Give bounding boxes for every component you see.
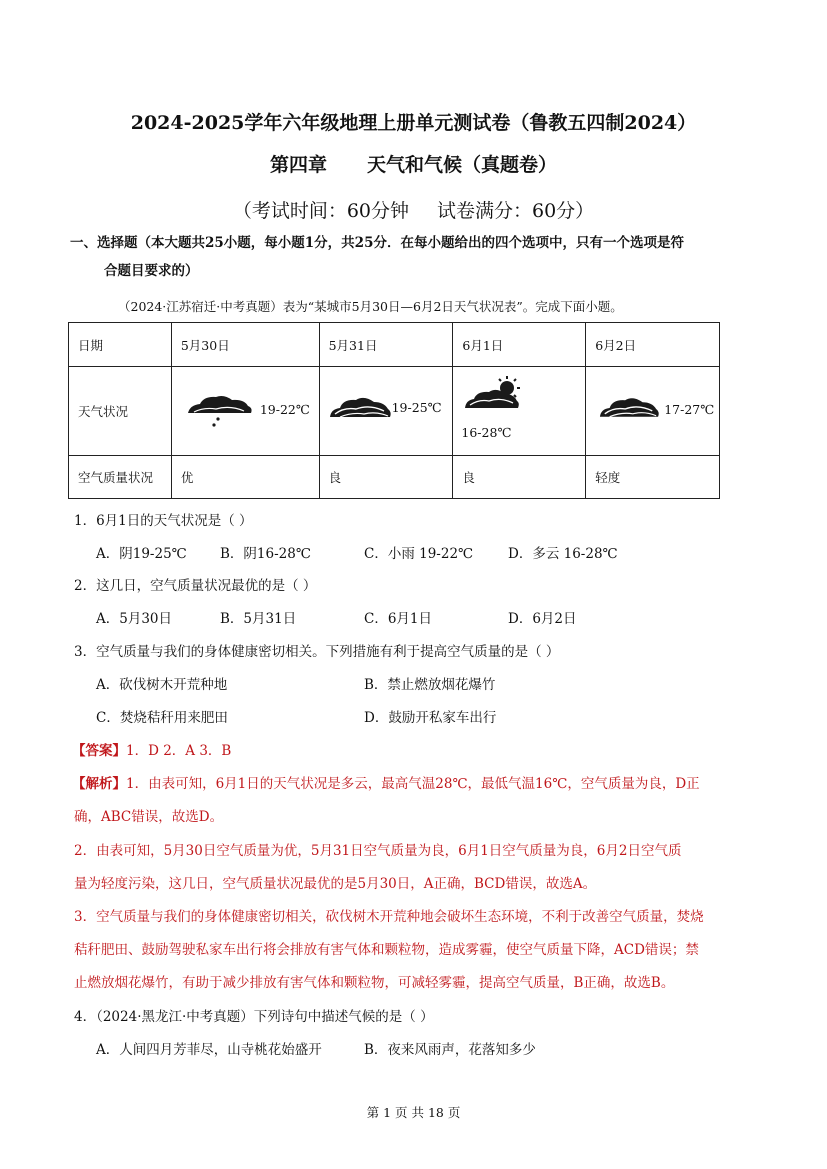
- page-footer: 第 1 页 共 18 页: [366, 1105, 461, 1120]
- chapter-heading: [0, 150, 827, 177]
- chapter-number: 第四章: [269, 154, 327, 176]
- analysis-line: [72, 772, 700, 792]
- question-3-stem: 3．空气质量与我们的身体健康密切相关。下列措施有利于提高空气质量的是（ ）: [74, 644, 560, 660]
- date-cell: 6月2日: [586, 323, 720, 367]
- question-3-option-b: B．禁止燃放烟花爆竹: [364, 677, 496, 693]
- section-heading-line1: 一、选择题（本大题共25小题，每小题1分，共25分．在每小题给出的四个选项中，只有一个选项是符: [70, 235, 684, 251]
- question-2-option-b: B．5月31日: [220, 611, 297, 627]
- question-1-option-d: D．多云 16-28℃: [508, 546, 618, 562]
- question-1-option-a: A．阴19-25℃: [96, 546, 187, 562]
- analysis-p3-l2: 秸秆肥田、鼓励驾驶私家车出行将会排放有害气体和颗粒物，造成雾霾，使空气质量下降，ACD错误；禁: [74, 942, 699, 958]
- date-cell: 6月1日: [453, 323, 586, 367]
- air-quality-cell: 良: [319, 456, 453, 499]
- answer-line: [72, 739, 231, 759]
- question-2-stem: 2．这几日，空气质量状况最优的是（ ）: [74, 578, 317, 594]
- partly-cloudy-icon: [463, 375, 525, 411]
- overcast-icon: [598, 395, 660, 421]
- question-4-option-a: A．人间四月芳菲尽，山寺桃花始盛开: [96, 1042, 322, 1058]
- temperature-text: 16-28℃: [461, 425, 512, 440]
- row-label-air: 空气质量状况: [69, 456, 172, 499]
- table-row: [69, 367, 720, 456]
- weather-table: [68, 322, 720, 499]
- temperature-text: 19-22℃: [259, 402, 310, 417]
- answer-label: 【答案】: [72, 743, 126, 759]
- question-1-stem: 1．6月1日的天气状况是（ ）: [74, 513, 253, 529]
- question-2-option-a: A．5月30日: [96, 611, 173, 627]
- analysis-p3-l1: 3．空气质量与我们的身体健康密切相关，砍伐树木开荒种地会破坏生态环境，不利于改善空气质量，焚烧: [74, 909, 704, 925]
- date-cell: 5月31日: [319, 323, 453, 367]
- question-3-option-c: C．焚烧秸秆用来肥田: [96, 710, 228, 726]
- overcast-icon: [328, 395, 392, 421]
- analysis-p1-l2: 确，ABC错误，故选D。: [74, 809, 224, 825]
- question-intro: （2024·江苏宿迁·中考真题）表为“某城市5月30日—6月2日天气状况表”。完成下面小题。: [118, 299, 623, 314]
- analysis-p2-l1: 2．由表可知，5月30日空气质量为优，5月31日空气质量为良，6月1日空气质量为良，6月2日空气质: [74, 843, 682, 859]
- chapter-title: 天气和气候（真题卷）: [367, 154, 558, 176]
- question-1-option-b: B．阴16-28℃: [220, 546, 311, 562]
- exam-score: 试卷满分：60分）: [437, 200, 595, 222]
- analysis-label: 【解析】: [72, 776, 126, 792]
- row-label-weather: 天气状况: [69, 367, 172, 456]
- air-quality-cell: 优: [171, 456, 319, 499]
- analysis-p3-l3: 止燃放烟花爆竹，有助于减少排放有害气体和颗粒物，可减轻雾霾，提高空气质量，B正确，故选B。: [74, 975, 675, 991]
- analysis-p2-l2: 量为轻度污染，这几日，空气质量状况最优的是5月30日，A正确，BCD错误，故选A。: [74, 876, 597, 892]
- question-1-option-c: C．小雨 19-22℃: [364, 546, 474, 562]
- table-row: [69, 456, 720, 499]
- question-2-option-c: C．6月1日: [364, 611, 433, 627]
- exam-title: 2024-2025学年六年级地理上册单元测试卷（鲁教五四制2024）: [130, 112, 697, 134]
- air-quality-cell: 轻度: [586, 456, 720, 499]
- row-label-date: 日期: [69, 323, 172, 367]
- exam-time: （考试时间：60分钟: [232, 200, 409, 222]
- table-row: [69, 323, 720, 367]
- section-heading-line2: 合题目要求的）: [104, 263, 199, 279]
- answer-text: 1．D 2．A 3．B: [126, 743, 232, 759]
- exam-info: [0, 196, 827, 223]
- light-rain-icon: [186, 393, 254, 427]
- temperature-text: 19-25℃: [391, 400, 442, 415]
- weather-cell: [586, 367, 720, 456]
- weather-cell: [171, 367, 319, 456]
- question-4-option-b: B．夜来风雨声，花落知多少: [364, 1042, 536, 1058]
- question-3-option-d: D．鼓励开私家车出行: [364, 710, 497, 726]
- question-4-stem: 4．（2024·黑龙江·中考真题）下列诗句中描述气候的是（ ）: [74, 1009, 434, 1025]
- date-cell: 5月30日: [171, 323, 319, 367]
- analysis-p1-l1: 1．由表可知，6月1日的天气状况是多云，最高气温28℃，最低气温16℃，空气质量为良，D正: [126, 776, 700, 792]
- weather-cell: [453, 367, 586, 456]
- question-2-option-d: D．6月2日: [508, 611, 577, 627]
- weather-cell: [319, 367, 453, 456]
- question-3-option-a: A．砍伐树木开荒种地: [96, 677, 228, 693]
- air-quality-cell: 良: [453, 456, 586, 499]
- temperature-text: 17-27℃: [664, 402, 715, 417]
